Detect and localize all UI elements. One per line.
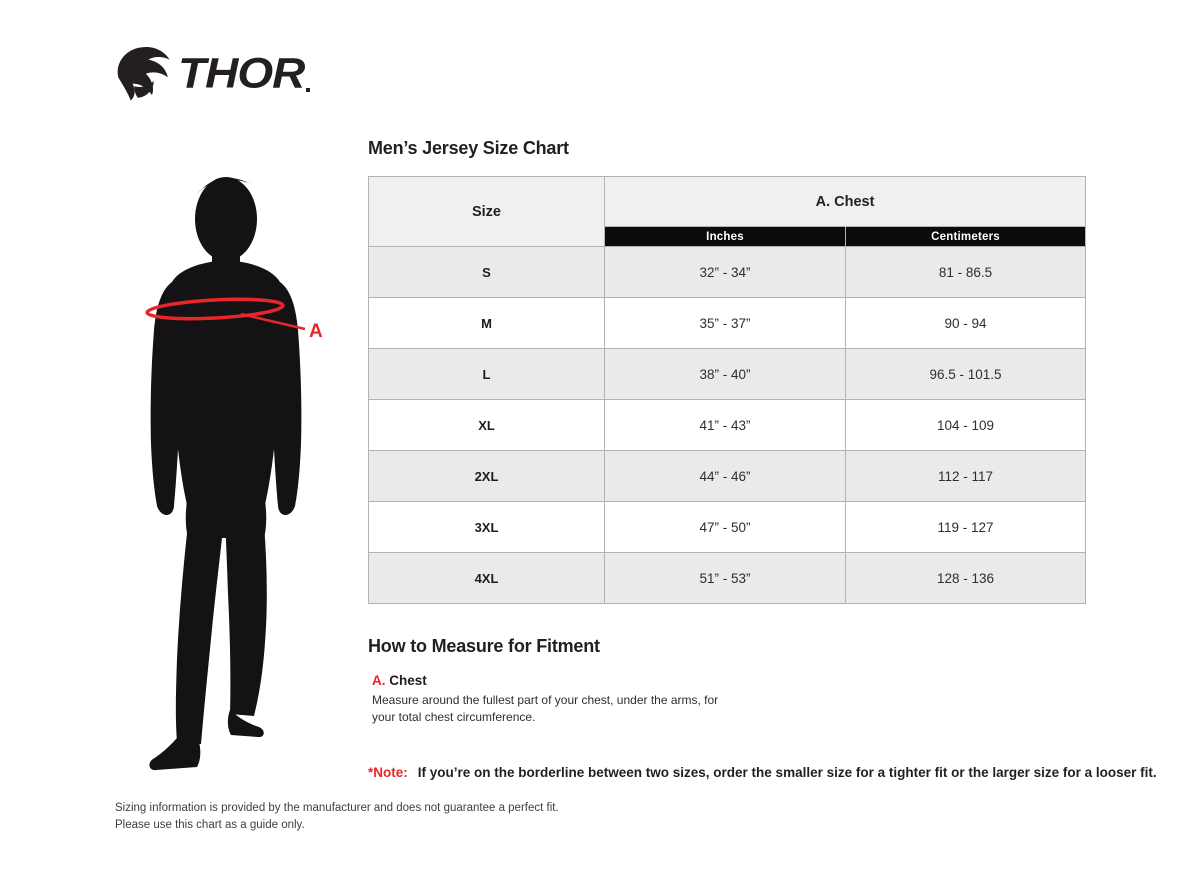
column-subheader-inches: Inches: [605, 227, 846, 247]
size-label: 4XL: [369, 553, 605, 604]
inches-value: 41” - 43”: [605, 400, 846, 451]
measure-item-name: Chest: [389, 673, 427, 688]
size-label: 3XL: [369, 502, 605, 553]
centimeters-value: 119 - 127: [846, 502, 1086, 553]
sizing-note: [368, 765, 1157, 780]
inches-value: 32” - 34”: [605, 247, 846, 298]
inches-value: 38” - 40”: [605, 349, 846, 400]
centimeters-value: 81 - 86.5: [846, 247, 1086, 298]
size-label: L: [369, 349, 605, 400]
table-row-4xl: [369, 553, 1086, 604]
body-silhouette-diagram: [133, 164, 328, 779]
disclaimer-line-1: Sizing information is provided by the manufacturer and does not guarantee a perfect fit.: [115, 802, 559, 814]
disclaimer-line-2: Please use this chart as a guide only.: [115, 819, 305, 832]
measure-item-chest: [372, 673, 742, 727]
measure-item-description: Measure around the fullest part of your chest, under the arms, for your total chest circumference.: [372, 693, 719, 725]
inches-value: 47” - 50”: [605, 502, 846, 553]
size-label: M: [369, 298, 605, 349]
centimeters-value: 112 - 117: [846, 451, 1086, 502]
thor-goat-icon: [112, 42, 176, 104]
measurement-figure: [133, 164, 328, 779]
measure-item-heading: [372, 673, 742, 688]
centimeters-value: 96.5 - 101.5: [846, 349, 1086, 400]
table-row-3xl: [369, 502, 1086, 553]
size-label: 2XL: [369, 451, 605, 502]
size-label: XL: [369, 400, 605, 451]
inches-value: 44” - 46”: [605, 451, 846, 502]
table-row-2xl: [369, 451, 1086, 502]
column-subheader-centimeters: Centimeters: [846, 227, 1086, 247]
table-row-m: [369, 298, 1086, 349]
chest-marker-label-glyph: A: [309, 321, 323, 342]
table-row-s: [369, 247, 1086, 298]
thor-logo: [112, 42, 310, 104]
size-label: S: [369, 247, 605, 298]
thor-logo-text: THOR: [178, 49, 305, 97]
size-chart-title: Men’s Jersey Size Chart: [368, 138, 569, 158]
note-label: *Note:: [368, 765, 408, 780]
table-row-l: [369, 349, 1086, 400]
disclaimer: [115, 800, 559, 835]
centimeters-value: 128 - 136: [846, 553, 1086, 604]
logo-trademark-dot: [306, 88, 310, 92]
column-header-chest: A. Chest: [605, 177, 1086, 227]
measure-item-letter: A.: [372, 673, 386, 688]
inches-value: 51” - 53”: [605, 553, 846, 604]
how-to-measure-title: How to Measure for Fitment: [368, 636, 600, 656]
centimeters-value: 90 - 94: [846, 298, 1086, 349]
table-row-xl: [369, 400, 1086, 451]
column-header-size: Size: [369, 177, 605, 247]
note-text: If you’re on the borderline between two sizes, order the smaller size for a tighter fit or the larger size for a looser fit.: [417, 765, 1157, 780]
inches-value: 35” - 37”: [605, 298, 846, 349]
centimeters-value: 104 - 109: [846, 400, 1086, 451]
size-chart-table: [368, 176, 1086, 604]
